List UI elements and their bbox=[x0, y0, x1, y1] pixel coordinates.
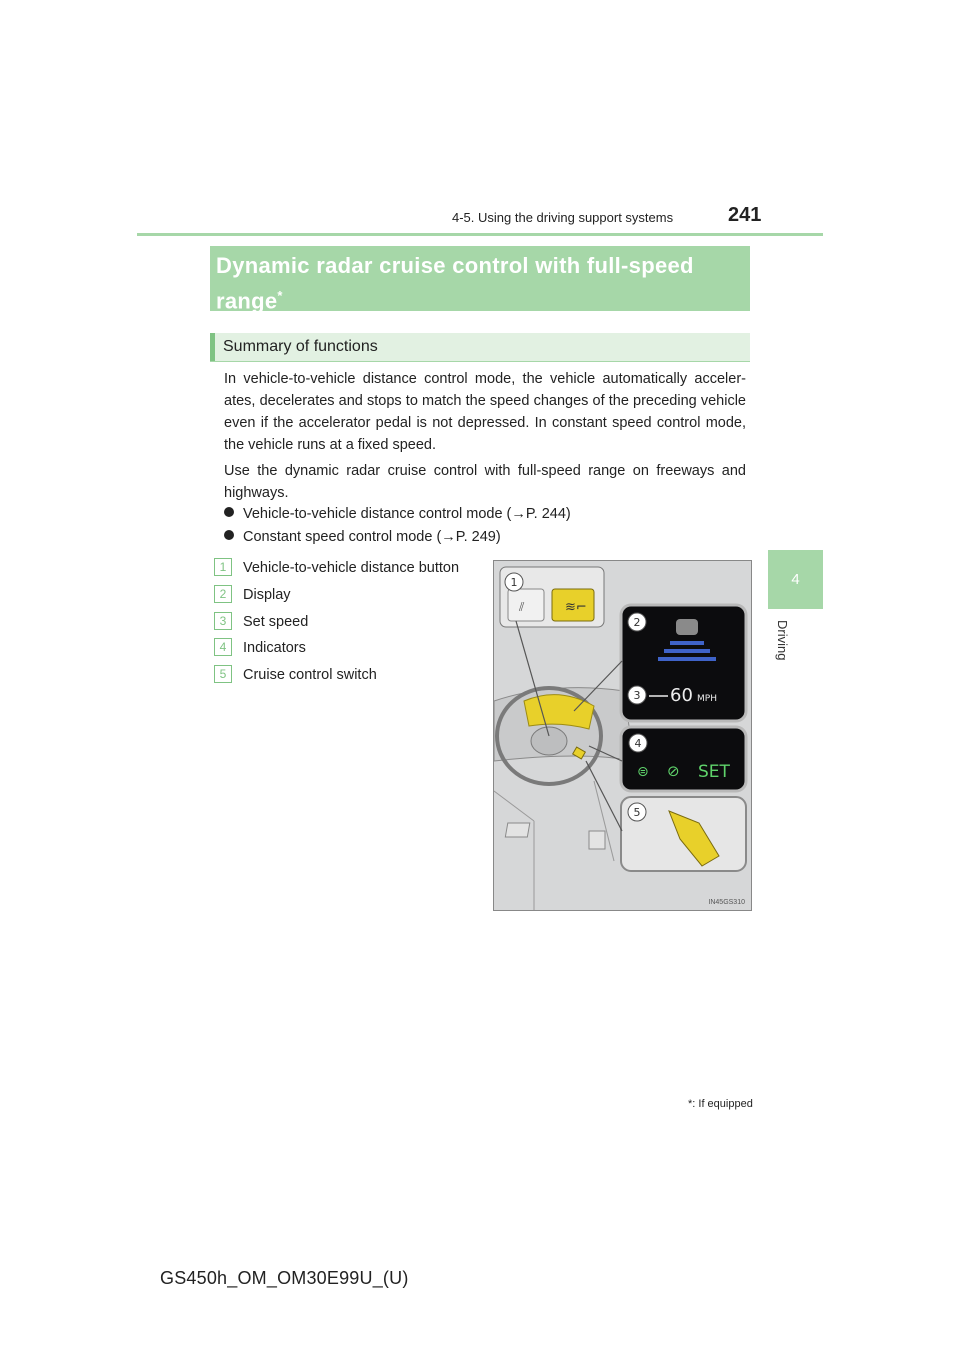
header-rule bbox=[137, 233, 823, 236]
steering-hub bbox=[531, 727, 567, 755]
callout-2 bbox=[628, 613, 646, 631]
if-equipped-marker: * bbox=[277, 288, 283, 303]
bullet-item bbox=[224, 529, 501, 545]
set-speed-value: 60 bbox=[670, 685, 693, 706]
legend-number: 1 bbox=[214, 558, 232, 576]
callout-1 bbox=[505, 573, 523, 591]
legend-number: 5 bbox=[214, 665, 232, 683]
callout-3 bbox=[628, 686, 646, 704]
legend-item bbox=[214, 665, 377, 683]
legend-item bbox=[214, 638, 306, 656]
callout-number: 5 bbox=[633, 806, 641, 819]
footnote-text: : If equipped bbox=[692, 1098, 753, 1110]
lane-button bbox=[508, 589, 544, 621]
distance-bar bbox=[670, 641, 704, 645]
legend-number: 2 bbox=[214, 585, 232, 603]
legend-item bbox=[214, 558, 459, 576]
pedal bbox=[589, 831, 605, 849]
chapter-label-text: Driving bbox=[775, 620, 790, 661]
subsection-heading-text: Summary of functions bbox=[223, 338, 378, 355]
page-number: 241 bbox=[728, 204, 762, 226]
bullet-item bbox=[224, 506, 571, 522]
footnote bbox=[688, 1098, 753, 1110]
preceding-vehicle-icon bbox=[676, 619, 698, 635]
bullet-dot bbox=[224, 530, 234, 540]
bullet-text[interactable]: Constant speed control mode (→P. 249) bbox=[243, 529, 501, 545]
legend-number: 3 bbox=[214, 612, 232, 630]
legend-label: Vehicle-to-vehicle distance button bbox=[243, 560, 460, 576]
figure-code: IN45GS310 bbox=[708, 899, 745, 906]
chapter-tab[interactable]: 4 bbox=[768, 550, 823, 609]
subsection-heading-bar bbox=[210, 333, 215, 361]
page-title-text: Dynamic radar cruise control with full-speed range bbox=[216, 253, 694, 314]
legend-label: Set speed bbox=[243, 614, 309, 630]
footnote-marker: * bbox=[688, 1098, 693, 1110]
cockpit-illustration bbox=[493, 560, 752, 911]
legend-item bbox=[214, 585, 291, 603]
section-path: 4-5. Using the driving support systems bbox=[452, 210, 674, 225]
radar-indicator-icon: ⊜ bbox=[637, 764, 649, 780]
distance-button-icon: ≋⌐ bbox=[565, 600, 587, 615]
distance-bar bbox=[664, 649, 710, 653]
cockpit-illustration-svg bbox=[494, 561, 751, 910]
subsection-heading bbox=[210, 333, 750, 362]
legend-item bbox=[214, 612, 308, 630]
paragraph-usage: Use the dynamic radar cruise control with full-speed range on freeways and highways. bbox=[224, 463, 746, 501]
lane-button-icon: ⫽ bbox=[519, 600, 525, 614]
callout-number: 2 bbox=[633, 616, 641, 629]
legend-label: Cruise control switch bbox=[243, 667, 377, 683]
set-speed-unit: MPH bbox=[697, 694, 717, 704]
set-indicator: SET bbox=[698, 762, 730, 782]
callout-number: 1 bbox=[510, 576, 518, 589]
paragraph-intro: In vehicle-to-vehicle distance control mode, the vehicle automatically acceler-ates, decelerates and stops to match the speed changes of the preceding vehicle even if the accelerator pedal is not depressed. In constant speed control mode, the vehicle runs at a fixed speed. bbox=[224, 371, 746, 453]
bullet-text[interactable]: Vehicle-to-vehicle distance control mode (→P. 244) bbox=[243, 506, 571, 522]
callout-number: 4 bbox=[634, 737, 642, 750]
legend-label: Indicators bbox=[243, 640, 306, 656]
chapter-label bbox=[764, 620, 794, 680]
distance-bar bbox=[658, 657, 716, 661]
callout-5 bbox=[628, 803, 646, 821]
cruise-indicator-icon: ⊘ bbox=[667, 762, 680, 780]
legend-label: Display bbox=[243, 587, 291, 603]
callout-number: 3 bbox=[633, 689, 641, 702]
footer-document-code: GS450h_OM_OM30E99U_(U) bbox=[160, 1268, 409, 1288]
bullet-dot bbox=[224, 507, 234, 517]
page-title bbox=[216, 251, 736, 316]
title-banner bbox=[210, 246, 750, 314]
pedal bbox=[505, 823, 529, 837]
callout-4 bbox=[629, 734, 647, 752]
legend-number: 4 bbox=[214, 638, 232, 656]
